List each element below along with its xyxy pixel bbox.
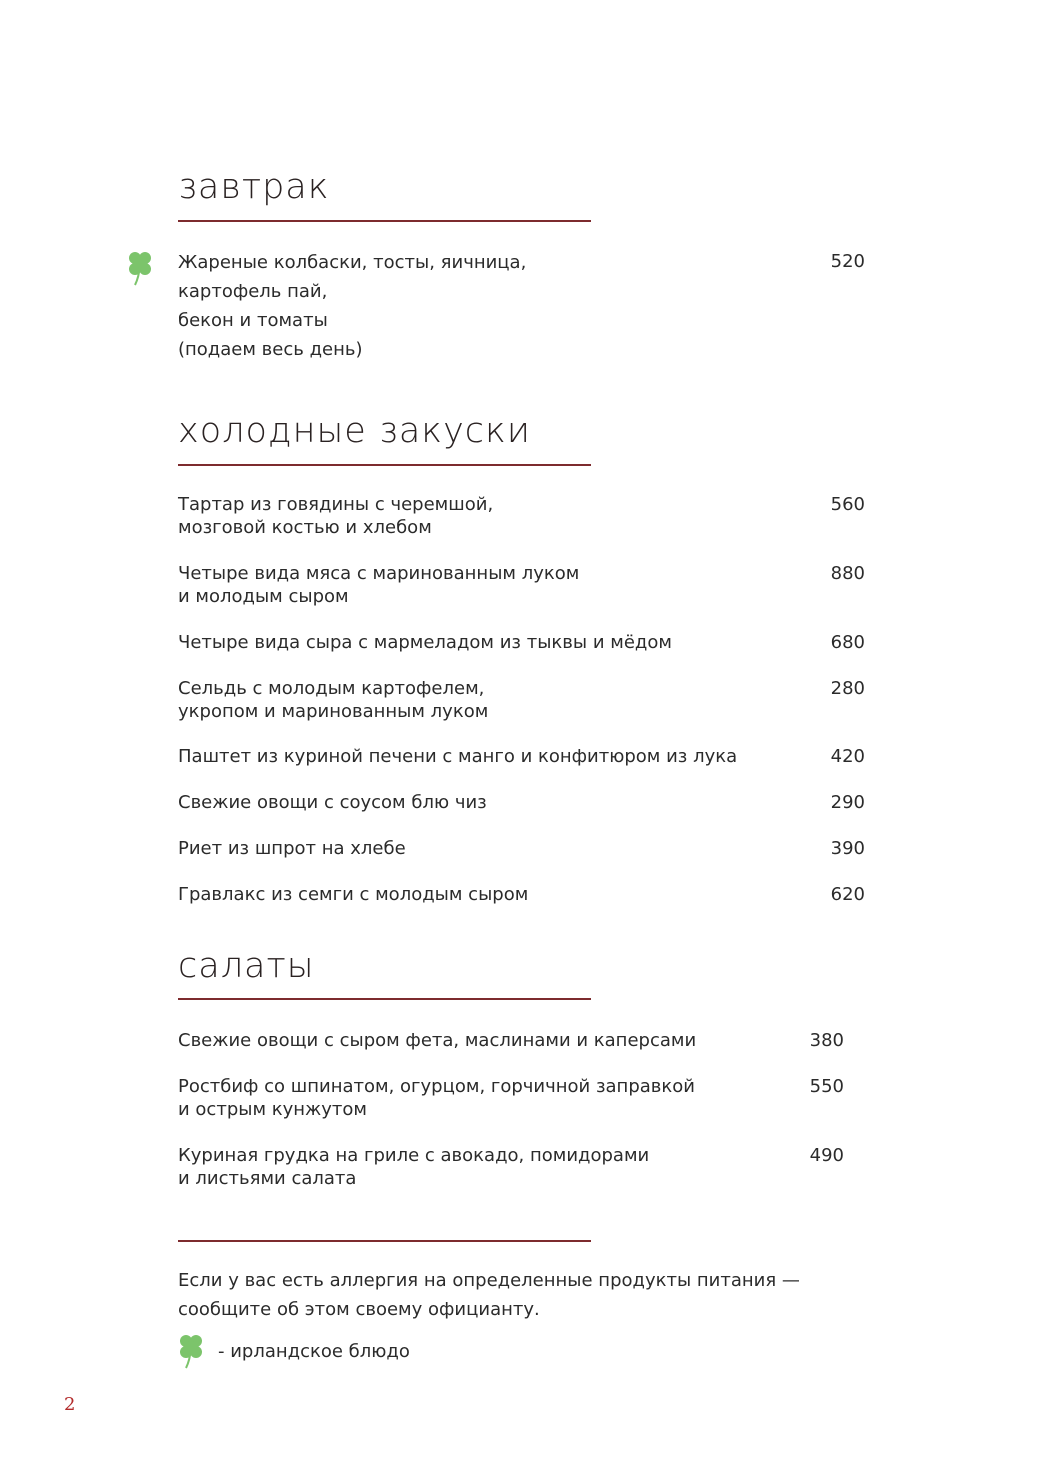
clover-icon (125, 250, 157, 288)
menu-item-price: 380 (809, 1030, 844, 1051)
menu-item-price: 390 (830, 838, 865, 859)
menu-item-price: 420 (830, 746, 865, 767)
menu-item-price: 620 (830, 884, 865, 905)
menu-item-price: 490 (809, 1145, 844, 1166)
legend-text: - ирландское блюдо (218, 1341, 410, 1362)
section-title-cold-appetizers: холодные закуски (178, 411, 531, 451)
menu-item-text: Риет из шпрот на хлебе (178, 838, 406, 859)
menu-item-price: 680 (830, 632, 865, 653)
menu-item-price: 290 (830, 792, 865, 813)
menu-item-text: Паштет из куриной печени с манго и конфитюром из лука (178, 746, 738, 767)
section-divider (178, 998, 591, 1000)
menu-item-text: Свежие овощи с соусом блю чиз (178, 792, 487, 813)
menu-item-text: Четыре вида сыра с мармеладом из тыквы и мёдом (178, 632, 672, 653)
menu-item-text: Жареные колбаски, тосты, яичница, картофель пай, бекон и томаты (подаем весь день) (178, 252, 527, 360)
menu-item-price: 560 (830, 494, 865, 515)
menu-item-price: 520 (830, 251, 865, 272)
menu-item-price: 550 (809, 1076, 844, 1097)
page-number: 2 (64, 1394, 76, 1415)
menu-item-text: Ростбиф со шпинатом, огурцом, горчичной заправкой и острым кунжутом (178, 1076, 695, 1120)
menu-item-price: 880 (830, 563, 865, 584)
menu-item-text: Четыре вида мяса с маринованным луком и молодым сыром (178, 563, 580, 607)
section-title-breakfast: завтрак (178, 167, 330, 207)
menu-item-text: Сельдь с молодым картофелем, укропом и маринованным луком (178, 678, 489, 722)
menu-item-text: Свежие овощи с сыром фета, маслинами и каперсами (178, 1030, 697, 1051)
footer-divider (178, 1240, 591, 1242)
menu-item-text: Гравлакс из семги с молодым сыром (178, 884, 529, 905)
section-divider (178, 464, 591, 466)
menu-item-text: Куриная грудка на гриле с авокадо, помидорами и листьями салата (178, 1145, 650, 1189)
section-title-salads: салаты (178, 946, 315, 986)
menu-item-price: 280 (830, 678, 865, 699)
allergy-note: Если у вас есть аллергия на определенные продукты питания — сообщите об этом своему официанту. (178, 1270, 800, 1320)
section-divider (178, 220, 591, 222)
clover-icon (176, 1333, 208, 1371)
menu-item-text: Тартар из говядины с черемшой, мозговой костью и хлебом (178, 494, 494, 538)
